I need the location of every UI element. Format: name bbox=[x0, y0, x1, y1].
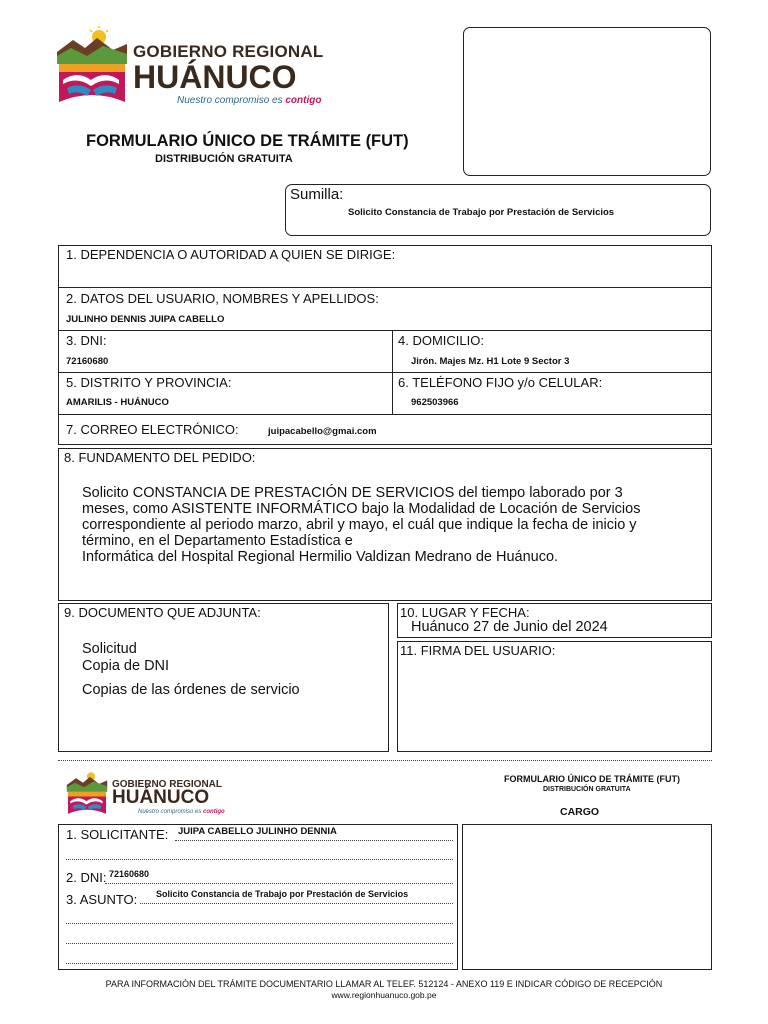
telefono-value: 962503966 bbox=[411, 397, 459, 408]
dni-line bbox=[105, 883, 453, 884]
region-emblem-icon bbox=[66, 770, 108, 815]
asunto-label: 3. ASUNTO: bbox=[66, 892, 138, 907]
tagline bbox=[138, 809, 225, 815]
cargo-form-subtitle: DISTRIBUCIÓN GRATUITA bbox=[543, 786, 631, 793]
footer-website: www.regionhuanuco.gob.pe bbox=[331, 990, 437, 1000]
fundamento-line: Solicito CONSTANCIA DE PRESTACIÓN DE SERVICIOS del tiempo laborado por 3 bbox=[82, 485, 623, 501]
tagline-prefix: Nuestro compromiso es bbox=[177, 95, 283, 106]
org-name-line2: HUÁNUCO bbox=[112, 787, 210, 808]
distrito-value: AMARILIS - HUÁNUCO bbox=[66, 397, 169, 408]
blank-line bbox=[66, 923, 453, 924]
sumilla-box bbox=[285, 184, 711, 236]
divider bbox=[58, 330, 712, 331]
lugar-label: 10. LUGAR Y FECHA: bbox=[400, 605, 530, 620]
documento-label: 9. DOCUMENTO QUE ADJUNTA: bbox=[64, 605, 261, 620]
firma-label: 11. FIRMA DEL USUARIO: bbox=[400, 643, 556, 658]
reception-stamp-box bbox=[463, 27, 711, 176]
tagline-prefix: Nuestro compromiso es bbox=[138, 809, 202, 815]
divider bbox=[58, 414, 712, 415]
fundamento-line: meses, como ASISTENTE INFORMÁTICO bajo la Modalidad de Locación de Servicios bbox=[82, 501, 641, 517]
sumilla-value: Solicito Constancia de Trabajo por Prestación de Servicios bbox=[348, 207, 615, 218]
fundamento-line: término, en el Departamento Estadística e bbox=[82, 533, 353, 549]
org-name-line2: HUÁNUCO bbox=[133, 59, 297, 95]
documento-item: Solicitud bbox=[82, 641, 137, 657]
cargo-logo bbox=[66, 770, 236, 818]
documento-item: Copias de las órdenes de servicio bbox=[82, 682, 300, 698]
lugar-value: Huánuco 27 de Junio del 2024 bbox=[411, 619, 608, 635]
solicitante-value: JUIPA CABELLO JULINHO DENNIA bbox=[178, 826, 337, 837]
cut-line bbox=[58, 760, 712, 761]
correo-value: juipacabello@gmai.com bbox=[268, 426, 377, 437]
blank-line bbox=[66, 859, 453, 860]
fundamento-line: Informática del Hospital Regional Hermilio Valdizan Medrano de Huánuco. bbox=[82, 549, 559, 565]
org-name-line1: GOBIERNO REGIONAL bbox=[133, 42, 324, 61]
dni-label: 3. DNI: bbox=[66, 333, 107, 348]
asunto-line bbox=[140, 903, 453, 904]
footer-info: PARA INFORMACIÓN DEL TRÁMITE DOCUMENTARIO LLAMAR AL TELEF. 512124 - ANEXO 119 E INDICAR CÓDIGO DE RECEPCIÓN bbox=[105, 979, 663, 989]
tagline-accent: contigo bbox=[203, 809, 225, 815]
dni-value: 72160680 bbox=[66, 356, 109, 367]
cargo-label: CARGO bbox=[560, 806, 600, 818]
domicilio-value: Jirón. Majes Mz. H1 Lote 9 Sector 3 bbox=[411, 356, 570, 367]
documento-item: Copia de DNI bbox=[82, 658, 170, 674]
distrito-label: 5. DISTRITO Y PROVINCIA: bbox=[66, 375, 232, 390]
documento-section bbox=[58, 603, 389, 752]
tagline bbox=[177, 95, 321, 106]
cargo-dni-label: 2. DNI: bbox=[66, 870, 107, 885]
divider bbox=[58, 372, 712, 373]
cargo-dni-value: 72160680 bbox=[109, 869, 150, 879]
divider bbox=[58, 287, 712, 288]
org-name-line1: GOBIERNO REGIONAL bbox=[112, 779, 223, 790]
telefono-label: 6. TELÉFONO FIJO y/o CELULAR: bbox=[398, 375, 603, 390]
logo bbox=[57, 26, 327, 110]
form-subtitle: DISTRIBUCIÓN GRATUITA bbox=[155, 153, 293, 165]
correo-label: 7. CORREO ELECTRÓNICO: bbox=[66, 422, 239, 437]
tagline-accent: contigo bbox=[285, 95, 322, 106]
fundamento-label: 8. FUNDAMENTO DEL PEDIDO: bbox=[64, 450, 256, 465]
form-data-section bbox=[58, 245, 712, 445]
domicilio-label: 4. DOMICILIO: bbox=[398, 333, 484, 348]
region-emblem-icon bbox=[57, 26, 127, 104]
asunto-value: Solicito Constancia de Trabajo por Prestación de Servicios bbox=[156, 889, 409, 899]
sumilla-label: Sumilla: bbox=[290, 186, 344, 203]
solicitante-line bbox=[175, 840, 453, 841]
form-title: FORMULARIO ÚNICO DE TRÁMITE (FUT) bbox=[86, 132, 409, 150]
cargo-form-title: FORMULARIO ÚNICO DE TRÁMITE (FUT) bbox=[504, 774, 680, 784]
usuario-value: JULINHO DENNIS JUIPA CABELLO bbox=[66, 314, 225, 325]
fundamento-line: correspondiente al periodo marzo, abril y mayo, el cuál que indique la fecha de inicio y bbox=[82, 517, 637, 533]
blank-line bbox=[66, 963, 453, 964]
divider bbox=[392, 330, 393, 414]
solicitante-label: 1. SOLICITANTE: bbox=[66, 827, 169, 842]
cargo-stamp-box bbox=[462, 824, 712, 970]
dependencia-label: 1. DEPENDENCIA O AUTORIDAD A QUIEN SE DIRIGE: bbox=[66, 247, 396, 262]
blank-line bbox=[66, 943, 453, 944]
usuario-label: 2. DATOS DEL USUARIO, NOMBRES Y APELLIDOS: bbox=[66, 291, 379, 306]
